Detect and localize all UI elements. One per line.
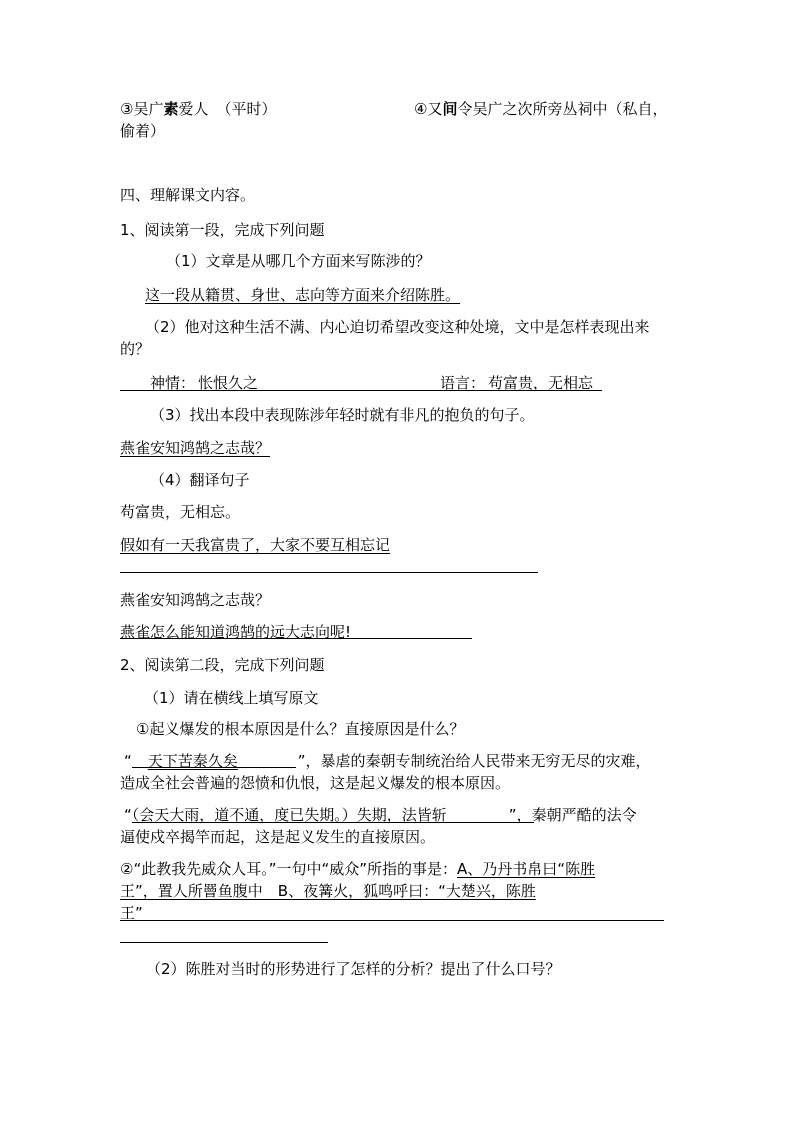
part1-title: 1、阅读第一段，完成下列问题	[120, 221, 325, 239]
part1-question-1: （1）文章是从哪几个方面来写陈涉的？	[166, 252, 431, 270]
key-word: 间	[442, 100, 458, 118]
part1-question-2-cont: 的？	[120, 340, 151, 358]
part2-answer-2-cont: 王”，置人所罾鱼腹中 B、夜篝火，狐鸣呼曰：“大楚兴，陈胜	[120, 882, 536, 900]
section-heading: 四、理解课文内容。	[120, 186, 256, 204]
part2-answer-2-end: 王”	[120, 904, 143, 922]
answer-demeanor-label: 神情：	[150, 374, 196, 392]
part2-title: 2、阅读第二段，完成下列问题	[120, 656, 325, 674]
definition-item-4-cont: 偷着）	[120, 122, 166, 140]
answer-underline	[120, 390, 602, 391]
answer-blank-line	[120, 942, 328, 943]
part1-question-2: （2）他对这种生活不满、内心迫切希望改变这种处境，文中是怎样表现出来	[145, 318, 650, 336]
fill-blank-1: 天下苦秦久矣	[147, 752, 238, 770]
fill-in-1: “ 天下苦秦久矣 ”，暴虐的秦朝专制统治给人民带来无穷无尽的灾难，	[124, 752, 651, 770]
fill-blank-1-line	[132, 767, 296, 768]
translation-2: 燕雀怎么能知道鸿鹄的远大志向呢!	[120, 623, 352, 641]
answer-blank-line	[120, 920, 664, 921]
fill-blank-2: （会天大雨，道不通，度已失期。）失期，法皆斩	[131, 806, 447, 824]
part2-question-1: （1）请在横线上填写原文	[144, 689, 319, 707]
part1-question-3: （3）找出本段中表现陈涉年轻时就有非凡的抱负的句子。	[150, 406, 535, 424]
part2-question-3: （2）陈胜对当时的形势进行了怎样的分析？提出了什么口号？	[146, 960, 561, 978]
part2-answer-2: A、乃丹书帛曰“陈胜	[457, 860, 596, 878]
fill-in-2: “（会天大雨，道不通，度已失期。）失期，法皆斩 ”，秦朝严酷的法令	[124, 806, 637, 824]
source-sentence-2: 燕雀安知鸿鹄之志哉？	[120, 591, 271, 609]
translation-2-underline	[120, 638, 472, 639]
part1-answer-3: 燕雀安知鸿鹄之志哉？	[120, 439, 271, 457]
definition-item-4: ④又间令吴广之次所旁丛祠中（私自，	[414, 100, 668, 118]
answer-demeanor-value: 怅恨久之	[198, 374, 259, 392]
definition-item-3: ③吴广素爱人 （平时）	[120, 100, 277, 118]
answer-speech-value: 苟富贵，无相忘	[488, 374, 594, 392]
translation-1: 假如有一天我富贵了，大家不要互相忘记	[120, 536, 391, 554]
part1-answer-1: 这一段从籍贯、身世、志向等方面来介绍陈胜。	[145, 286, 461, 304]
answer-blank-line	[120, 572, 538, 573]
fill-in-2-cont: 逼使戍卒揭竿而起，这是起义发生的直接原因。	[120, 828, 436, 846]
fill-in-1-cont: 造成全社会普遍的怨愤和仇恨，这是起义爆发的根本原因。	[120, 774, 511, 792]
answer-speech-label: 语言：	[440, 374, 486, 392]
fill-blank-2-line	[132, 822, 534, 823]
part2-question-2: ②“此教我先威众人耳。”一句中“威众”所指的事是：A、乃丹书帛曰“陈胜	[120, 860, 596, 878]
source-sentence-1: 苟富贵，无相忘。	[120, 503, 241, 521]
part2-question-1a: ①起义爆发的根本原因是什么？直接原因是什么？	[136, 720, 465, 738]
key-word: 素	[163, 100, 179, 118]
part1-question-4: （4）翻译句子	[150, 471, 250, 489]
